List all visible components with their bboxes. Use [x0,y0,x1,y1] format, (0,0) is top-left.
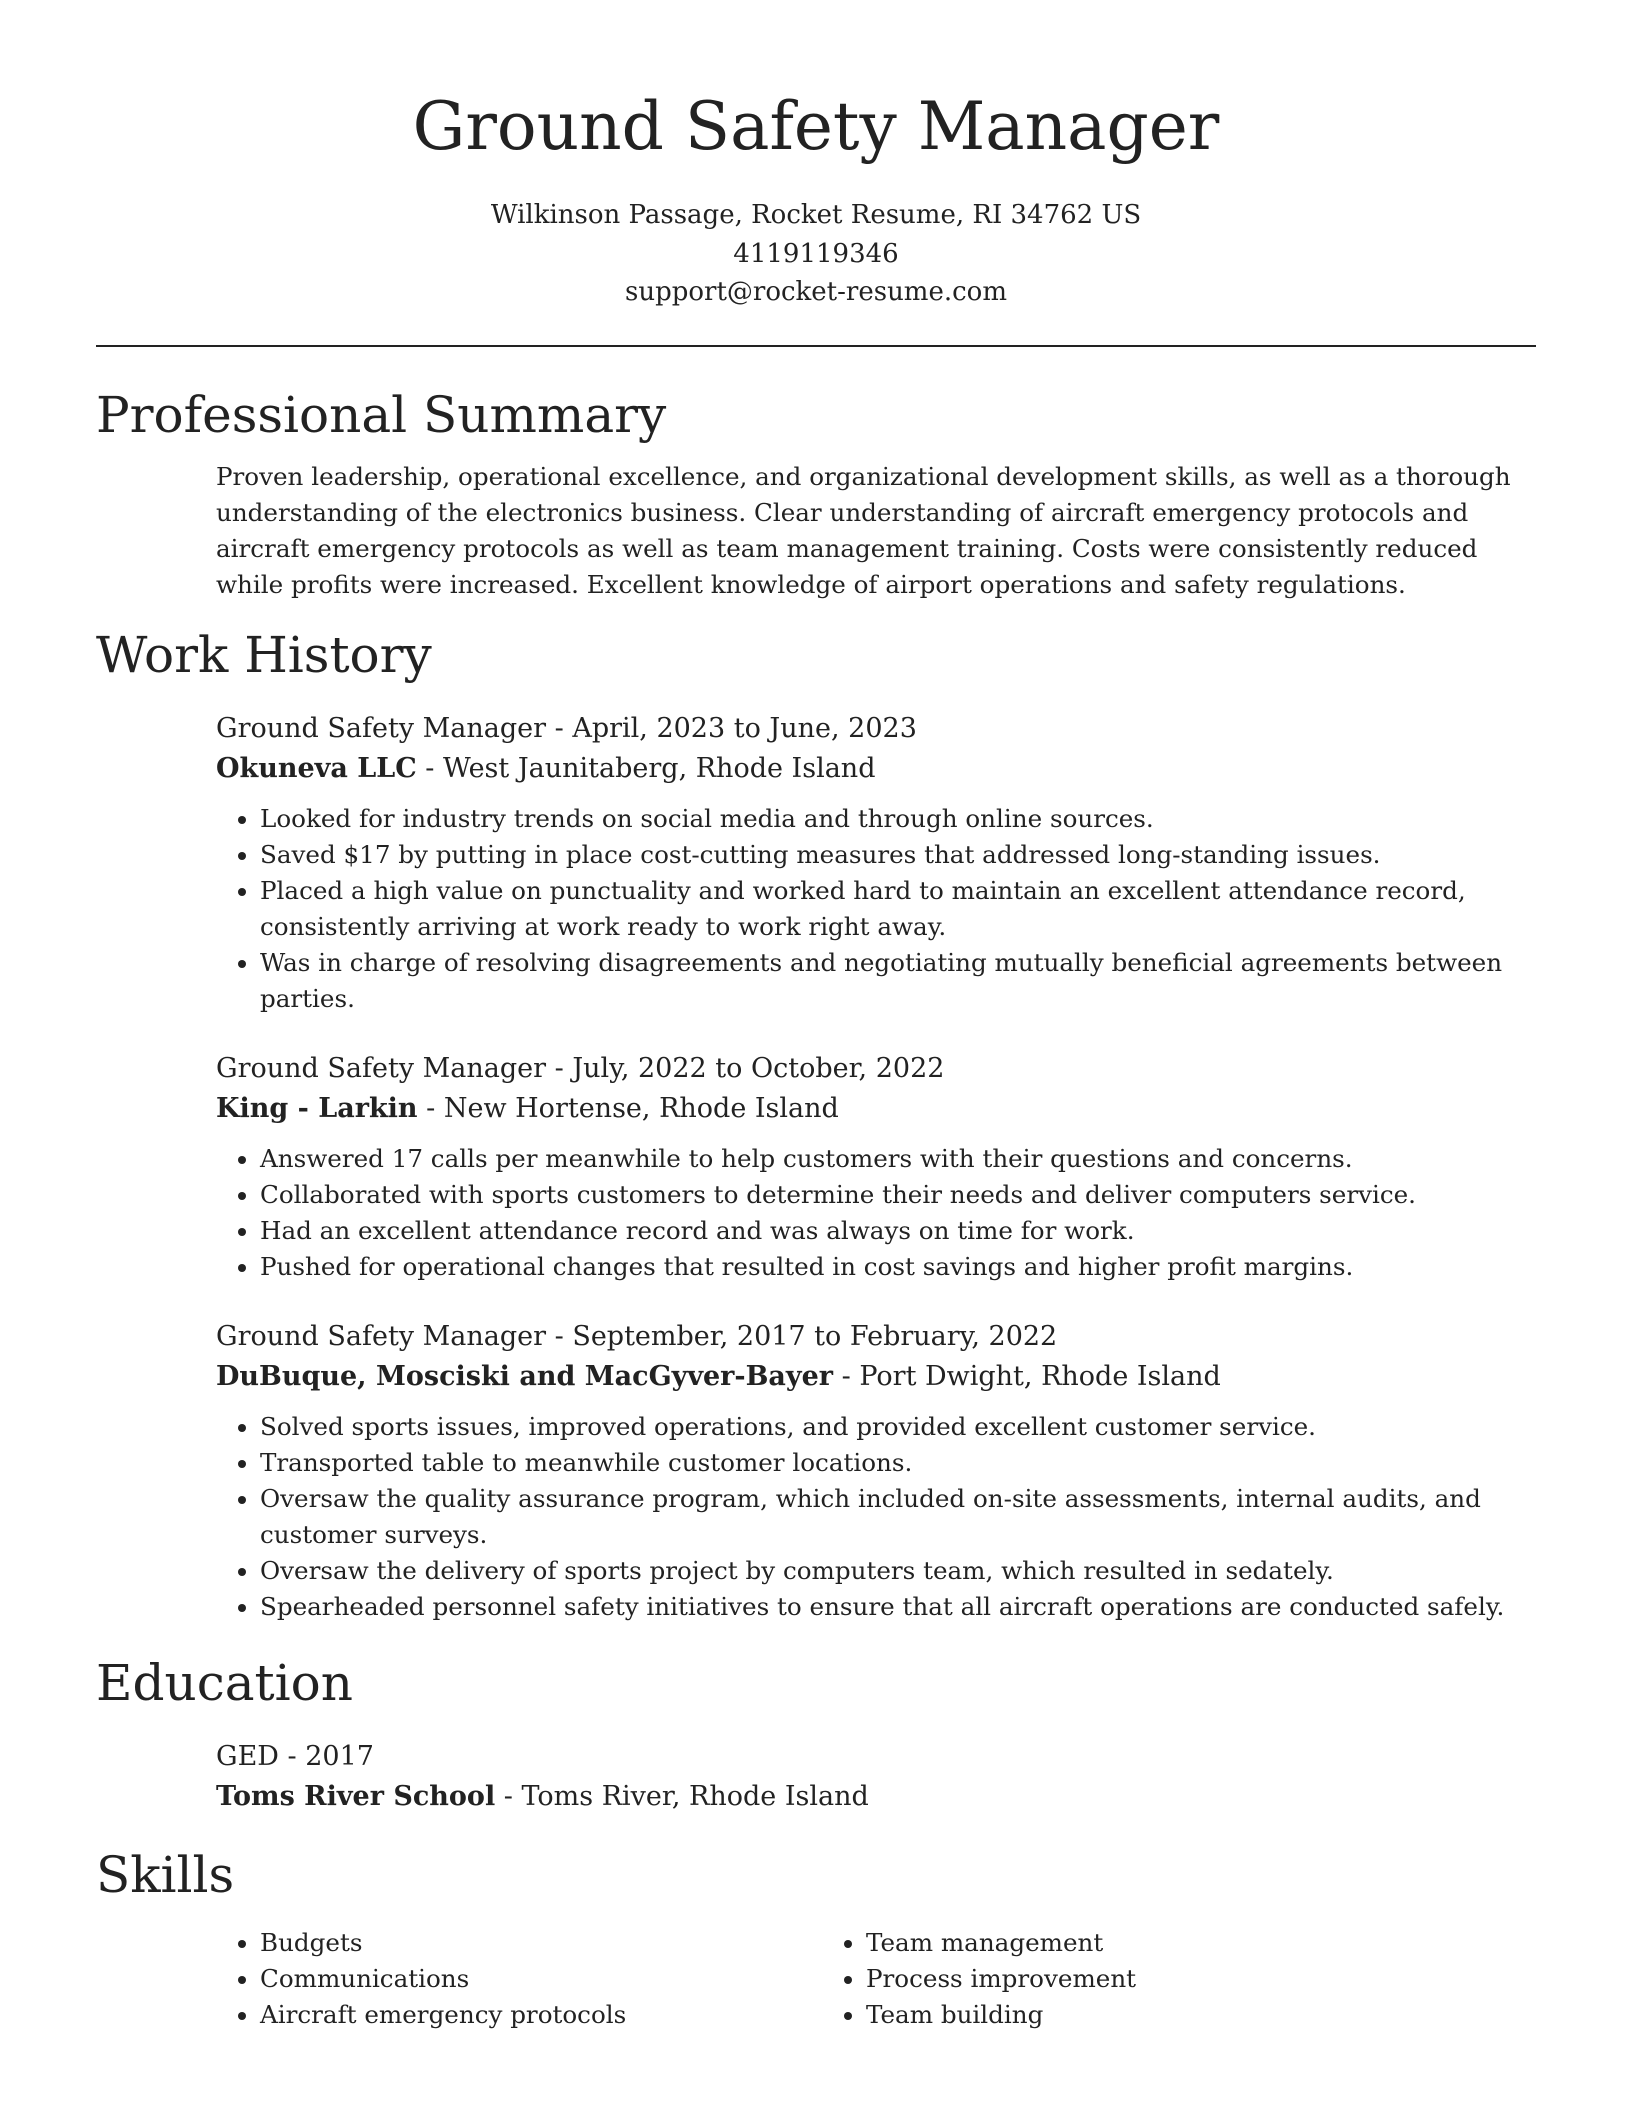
skills-grid [216,1925,1536,2033]
job-location: West Jaunitaberg, Rhode Island [443,752,876,784]
job-title-line: Ground Safety Manager - July, 2022 to October, 2022 [216,1052,945,1084]
summary-text: Proven leadership, operational excellence, and organizational development skills, as well as a thorough understanding of the electronics business. Clear understanding of aircraft emergency protocols and aircraft emergency protocols as well as team management training. Costs were consistently reduced while profits were increased. Excellent knowledge of airport operations and safety regulations. [216,461,1511,599]
job-position: Ground Safety Manager [216,1320,547,1352]
job-bullet: • Solved sports issues, improved operations, and provided excellent customer service. [260,1409,1536,1445]
education-degree: GED [216,1740,279,1772]
summary-heading: Professional Summary [96,385,667,444]
skill-item: • Communications [260,1961,822,1997]
job-dates: July, 2022 to October, 2022 [572,1052,945,1084]
job-bullet: • Collaborated with sports customers to determine their needs and deliver computers service. [260,1177,1536,1213]
resume-header [96,0,1536,312]
job-bullet: • Looked for industry trends on social media and through online sources. [260,801,1536,837]
job-company-line: King - Larkin - New Hortense, Rhode Island [216,1092,839,1124]
job-company-line: Okuneva LLC - West Jaunitaberg, Rhode Island [216,752,876,784]
job-entry [216,1317,1536,1625]
job-dates: April, 2023 to June, 2023 [572,712,917,744]
education-degree-line: GED - 2017 [216,1740,374,1772]
job-title-line: Ground Safety Manager - September, 2017 to February, 2022 [216,1320,1058,1352]
job-bullets [216,1409,1536,1625]
job-company: King - Larkin [216,1092,418,1124]
job-bullets [216,1141,1536,1285]
skill-item: • Process improvement [866,1961,1428,1997]
job-bullet: • Oversaw the delivery of sports project by computers team, which resulted in sedately. [260,1553,1536,1589]
job-bullets [216,801,1536,1017]
job-bullet: • Was in charge of resolving disagreements and negotiating mutually beneficial agreements between parties. [260,945,1536,1017]
contact-address: Wilkinson Passage, Rocket Resume, RI 34762 US [490,200,1142,230]
job-location: Port Dwight, Rhode Island [859,1360,1221,1392]
contact-email: support@rocket-resume.com [624,277,1007,307]
skill-item: • Budgets [260,1925,822,1961]
job-position: Ground Safety Manager [216,1052,547,1084]
education-year: 2017 [305,1740,374,1772]
job-location: New Hortense, Rhode Island [443,1092,839,1124]
job-bullet: • Saved $17 by putting in place cost-cutting measures that addressed long-standing issues. [260,837,1536,873]
skill-item: • Aircraft emergency protocols [260,1997,822,2033]
job-company-line: DuBuque, Mosciski and MacGyver-Bayer - Port Dwight, Rhode Island [216,1360,1221,1392]
job-dates: September, 2017 to February, 2022 [572,1320,1058,1352]
work-history-section [216,709,1536,1625]
job-bullet: • Answered 17 calls per meanwhile to help customers with their questions and concerns. [260,1141,1536,1177]
skills-heading: Skills [96,1845,235,1904]
job-bullet: • Placed a high value on punctuality and worked hard to maintain an excellent attendance record, consistently arriving at work ready to work right away. [260,873,1536,945]
education-school: Toms River School [216,1780,496,1812]
job-position: Ground Safety Manager [216,712,547,744]
job-company: DuBuque, Mosciski and MacGyver-Bayer [216,1360,834,1392]
education-location: Toms River, Rhode Island [521,1780,869,1812]
education-heading: Education [96,1653,353,1712]
job-bullet: • Spearheaded personnel safety initiatives to ensure that all aircraft operations are conducted safely. [260,1589,1536,1625]
work-history-heading: Work History [96,625,432,684]
education-section [216,1737,1536,1817]
education-school-line: Toms River School - Toms River, Rhode Island [216,1780,869,1812]
job-bullet: • Pushed for operational changes that resulted in cost savings and higher profit margins. [260,1249,1536,1285]
contact-phone: 4119119346 [733,238,899,269]
skills-list-left [216,1925,822,2033]
job-entry [216,709,1536,1017]
job-bullet: • Transported table to meanwhile customer locations. [260,1445,1536,1481]
resume-name: Ground Safety Manager [412,88,1220,165]
skill-item: • Team management [866,1925,1428,1961]
summary-section [216,459,1536,603]
header-divider [96,345,1536,347]
job-entry [216,1049,1536,1285]
contact-info [96,196,1536,312]
job-title-line: Ground Safety Manager - April, 2023 to June, 2023 [216,712,917,744]
job-bullet: • Oversaw the quality assurance program, which included on-site assessments, internal audits, and customer surveys. [260,1481,1536,1553]
job-company: Okuneva LLC [216,752,417,784]
skills-section [216,1925,1536,2033]
job-bullet: • Had an excellent attendance record and was always on time for work. [260,1213,1536,1249]
skills-list-right [822,1925,1428,2033]
skill-item: • Team building [866,1997,1428,2033]
